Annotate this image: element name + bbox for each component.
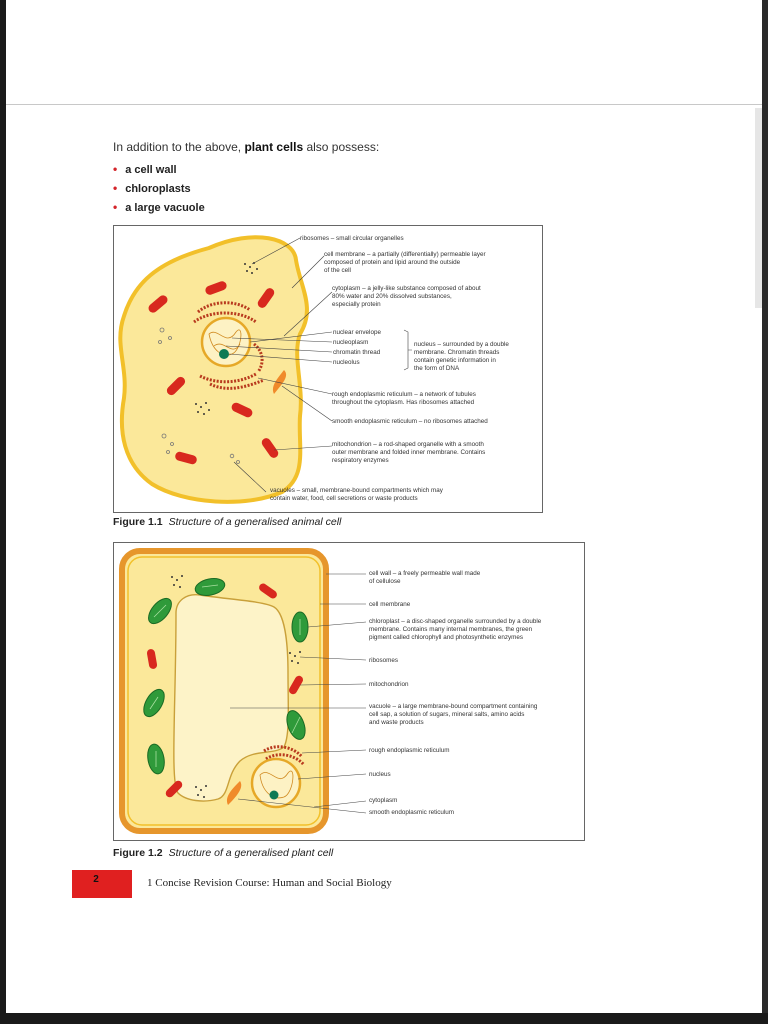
label-cytoplasm: cytoplasm – a jelly-like substance composed of about bbox=[332, 285, 481, 292]
label-mitochondrion: mitochondrion – a rod-shaped organelle with a smooth bbox=[332, 441, 484, 448]
label-rough-er: rough endoplasmic reticulum – a network of tubules bbox=[332, 391, 476, 398]
page-number: 2 bbox=[93, 874, 99, 885]
animal-cell-figure bbox=[113, 225, 543, 513]
plant-nucleolus bbox=[270, 791, 279, 800]
label-chloroplast: chloroplast – a disc-shaped organelle surrounded by a double bbox=[369, 618, 542, 625]
bullet-icon: • bbox=[113, 200, 118, 214]
svg-text:of the cell: of the cell bbox=[324, 267, 351, 274]
label-plant-cell-membrane: cell membrane bbox=[369, 601, 411, 608]
svg-text:and waste products: and waste products bbox=[369, 719, 424, 726]
svg-text:outer membrane and folded inne: outer membrane and folded inner membrane. Contains bbox=[332, 449, 486, 456]
svg-text:contain genetic information in: contain genetic information in bbox=[414, 357, 496, 364]
label-nucleolus: nucleolus bbox=[333, 359, 360, 366]
label-nucleoplasm: nucleoplasm bbox=[333, 339, 369, 346]
figure2-caption: Figure 1.2 Structure of a generalised plant cell bbox=[113, 847, 334, 859]
label-chromatin-thread: chromatin thread bbox=[333, 349, 381, 356]
label-ribosomes: ribosomes – small circular organelles bbox=[300, 235, 404, 242]
bullet-icon: • bbox=[113, 162, 118, 176]
label-cell-membrane: cell membrane – a partially (differentially) permeable layer bbox=[324, 251, 486, 258]
svg-text:composed of protein and lipid: composed of protein and lipid around the outside bbox=[324, 259, 461, 266]
label-plant-ribosomes: ribosomes bbox=[369, 657, 399, 664]
svg-text:respiratory enzymes: respiratory enzymes bbox=[332, 457, 389, 464]
svg-text:the form of DNA: the form of DNA bbox=[414, 365, 460, 372]
animal-nucleolus bbox=[219, 349, 229, 359]
screen-edge-right bbox=[762, 0, 768, 1024]
label-nucleus: nucleus – surrounded by a double bbox=[414, 341, 509, 348]
plant-cell-diagram bbox=[114, 543, 584, 840]
intro-sentence: In addition to the above, plant cells also possess: bbox=[113, 140, 380, 154]
svg-text:contain water, food, cell secr: contain water, food, cell secretions or waste products bbox=[270, 495, 418, 502]
page-fold bbox=[755, 108, 762, 308]
animal-nucleus bbox=[202, 318, 250, 366]
screen-edge-bottom bbox=[0, 1013, 768, 1024]
running-footer: 1 Concise Revision Course: Human and Social Biology bbox=[147, 877, 392, 889]
svg-text:especially protein: especially protein bbox=[332, 301, 381, 308]
svg-text:pigment called chlorophyll and: pigment called chlorophyll and photosynthetic enzymes bbox=[369, 634, 524, 641]
svg-text:throughout the cytoplasm. Has: throughout the cytoplasm. Has ribosomes attached bbox=[332, 399, 475, 406]
label-nuclear-envelope: nuclear envelope bbox=[333, 329, 381, 336]
bullet-icon: • bbox=[113, 181, 118, 195]
svg-text:membrane. Chromatin threads: membrane. Chromatin threads bbox=[414, 349, 500, 356]
bullet-item: • chloroplasts bbox=[113, 181, 191, 195]
label-plant-mitochondrion: mitochondrion bbox=[369, 681, 409, 688]
label-vacuole: vacuole – a large membrane-bound compartment containing bbox=[369, 703, 538, 710]
header-rule bbox=[6, 104, 762, 105]
bullet-list bbox=[113, 160, 205, 217]
figure1-caption: Figure 1.1 Structure of a generalised animal cell bbox=[113, 516, 342, 528]
label-plant-smooth-er: smooth endoplasmic reticulum bbox=[369, 809, 455, 816]
svg-text:of cellulose: of cellulose bbox=[369, 578, 401, 585]
animal-cell-diagram bbox=[114, 226, 542, 512]
plant-nucleus bbox=[252, 759, 300, 807]
label-plant-nucleus: nucleus bbox=[369, 771, 391, 778]
screen-edge-left bbox=[0, 0, 6, 1024]
svg-text:cell sap, a solution of sugars: cell sap, a solution of sugars, mineral salts, amino acids bbox=[369, 711, 525, 718]
label-vacuoles: vacuoles – small, membrane-bound compartments which may bbox=[270, 487, 443, 494]
label-plant-rough-er: rough endoplasmic reticulum bbox=[369, 747, 450, 754]
label-plant-cytoplasm: cytoplasm bbox=[369, 797, 398, 804]
bullet-item: • a large vacuole bbox=[113, 200, 205, 214]
label-cell-wall: cell wall – a freely permeable wall made bbox=[369, 570, 481, 577]
nucleus-bracket bbox=[404, 330, 412, 370]
plant-cell-figure bbox=[113, 542, 585, 841]
svg-text:80% water and 20% dissolved su: 80% water and 20% dissolved substances, bbox=[332, 293, 452, 300]
label-smooth-er: smooth endoplasmic reticulum – no ribosomes attached bbox=[332, 418, 488, 425]
svg-text:membrane. Contains many intern: membrane. Contains many internal membranes, the green bbox=[369, 626, 533, 633]
animal-cell-body bbox=[120, 237, 307, 502]
bullet-item: • a cell wall bbox=[113, 162, 177, 176]
